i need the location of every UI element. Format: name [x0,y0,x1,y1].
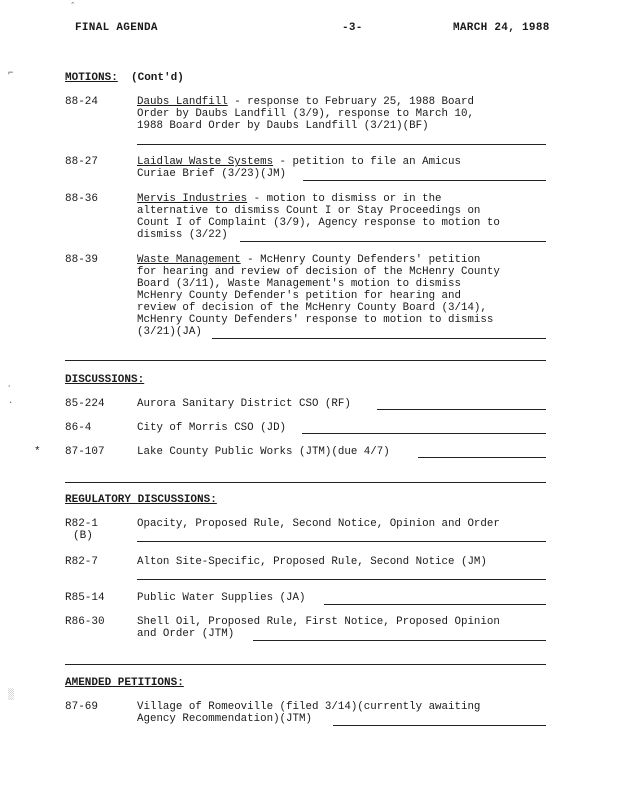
scan-speck: ˆ [70,2,76,12]
header-date: MARCH 24, 1988 [453,22,550,34]
signature-line [240,241,546,242]
item-number: R86-30 [65,616,105,628]
item-name: Mervis Industries [137,193,248,205]
item-text: Waste Management - McHenry County Defenders' petition for hearing and review of decision of the McHenry County Board (3/11), Waste Management's motion to dismiss McHenry County Defender's petition for hearing and review of decision of the McHenry County Board (3/14), McHenry County Defenders' response to motion to dismiss (3/21)(JA) [137,254,500,338]
item-name: Waste Management [137,254,241,266]
item-text: Shell Oil, Proposed Rule, First Notice, Proposed Opinion and Order (JTM) [137,616,500,640]
section-divider [65,664,546,665]
signature-line [212,338,546,339]
priority-marker: * [34,446,41,458]
item-text: Lake County Public Works (JTM)(due 4/7) [137,446,390,458]
item-name: Daubs Landfill [137,96,228,108]
item-text: Alton Site-Specific, Proposed Rule, Second Notice (JM) [137,556,487,568]
item-number: R85-14 [65,592,105,604]
page-number: -3- [342,22,363,34]
item-number: 88-36 [65,193,99,205]
item-number: 87-107 [65,446,105,458]
signature-line [303,180,546,181]
header-left: FINAL AGENDA [75,22,158,34]
item-text: Opacity, Proposed Rule, Second Notice, Opinion and Order [137,518,500,530]
section-divider [65,482,546,483]
section-title-regulatory: REGULATORY DISCUSSIONS: [65,494,217,506]
item-number: 85-224 [65,398,105,410]
item-text: Daubs Landfill - response to February 25, 1988 Board Order by Daubs Landfill (3/9), response to March 10, 1988 Board Order by Daubs Landfill (3/21)(BF) [137,96,474,132]
item-number: 88-24 [65,96,99,108]
signature-line [333,725,546,726]
signature-line [418,457,546,458]
item-number: 88-39 [65,254,99,266]
signature-line [137,541,546,542]
section-title-motions: MOTIONS: [65,72,118,84]
item-number: R82-7 [65,556,99,568]
item-number: 87-69 [65,701,99,713]
item-number: R82-1 [65,518,99,530]
item-text: Mervis Industries - motion to dismiss or in the alternative to dismiss Count I or Stay Proceedings on Count I of Complaint (3/9), Agency response to motion to dismiss (3/22) [137,193,500,241]
scan-speck: · [8,398,14,408]
scan-speck: ░ [8,690,15,701]
item-text: Laidlaw Waste Systems - petition to file an Amicus Curiae Brief (3/23)(JM) [137,156,461,180]
section-title-discussions: DISCUSSIONS: [65,374,145,386]
signature-line [253,640,546,641]
scan-speck: ⌐ [8,68,14,78]
item-text: City of Morris CSO (JD) [137,422,287,434]
signature-line [137,579,546,580]
item-text: Public Water Supplies (JA) [137,592,306,604]
item-text: Aurora Sanitary District CSO (RF) [137,398,351,410]
section-title-motions-tail: (Cont'd) [131,72,184,84]
item-name: Laidlaw Waste Systems [137,156,274,168]
section-divider [65,360,546,361]
scan-speck: ⸳ [8,381,11,391]
item-number: 88-27 [65,156,99,168]
signature-line [137,144,546,145]
signature-line [377,409,546,410]
item-text: Village of Romeoville (filed 3/14)(currently awaiting Agency Recommendation)(JTM) [137,701,481,725]
section-title-amended: AMENDED PETITIONS: [65,677,184,689]
item-number-suffix: (B) [73,530,93,542]
signature-line [302,433,546,434]
signature-line [324,604,546,605]
item-number: 86-4 [65,422,92,434]
